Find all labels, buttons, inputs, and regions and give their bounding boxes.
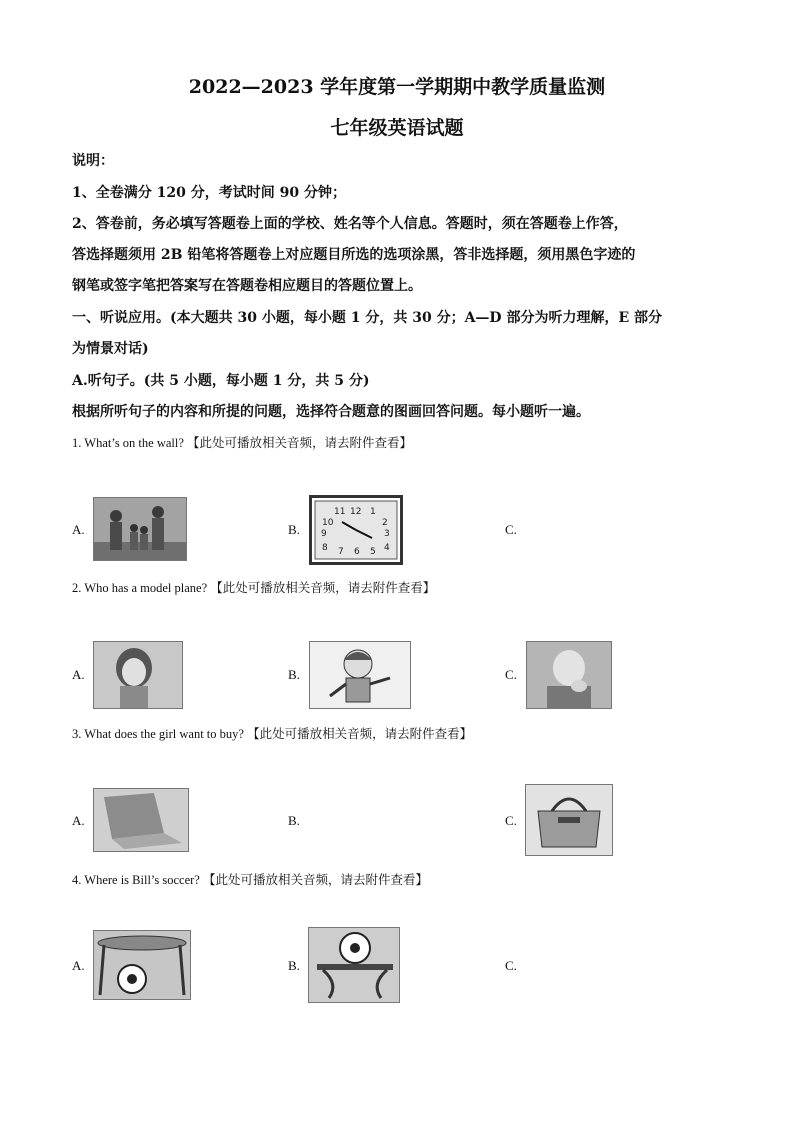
q1-clock	[309, 495, 403, 565]
part-a-directions: 根据所听句子的内容和所提的问题，选择符合题意的图画回答问题。每小题听一遍。	[72, 404, 590, 420]
q2-girl-picture	[93, 641, 183, 709]
q1-option-b-label: B.	[288, 522, 300, 537]
page-subtitle: 七年级英语试题	[330, 117, 464, 139]
clock-number: 5	[370, 547, 376, 557]
instruction-line-1: 1、全卷满分 120 分，考试时间 90 分钟；	[72, 185, 346, 201]
page-title: 2022—2023 学年度第一学期期中教学质量监测	[188, 76, 606, 98]
instruction-line-2c: 钢笔或签字笔把答案写在答题卷相应题目的答题位置上。	[72, 278, 422, 294]
q3-laptop-picture	[93, 788, 189, 852]
q2-boy-cartoon	[309, 641, 411, 709]
section-heading-cont: 为情景对话)	[72, 341, 149, 357]
clock-number: 3	[384, 529, 390, 539]
question-3: 3. What does the girl want to buy? 【此处可播放相关音频，请去附件查看】	[72, 727, 473, 741]
clock-number: 4	[384, 543, 390, 553]
clock-number: 6	[354, 547, 360, 557]
instruction-line-2a: 2、答卷前，务必填写答题卷上面的学校、姓名等个人信息。答题时，须在答题卷上作答，	[72, 216, 628, 232]
q1-option-a-label: A.	[72, 522, 85, 537]
instructions-label: 说明：	[72, 153, 114, 169]
clock-number: 10	[322, 518, 334, 528]
instruction-line-2b: 答选择题须用 2B 铅笔将答题卷上对应题目所选的选项涂黑，答非选择题，须用黑色字迹的	[72, 247, 636, 263]
q3-handbag-picture	[525, 784, 613, 856]
clock-number: 8	[322, 543, 328, 553]
q4-option-c-label: C.	[505, 958, 517, 973]
q2-option-c-label: C.	[505, 667, 517, 682]
q3-option-b-label: B.	[288, 813, 300, 828]
q4-ball-under-table	[93, 930, 191, 1000]
q3-option-a-label: A.	[72, 813, 85, 828]
q1-option-c-label: C.	[505, 522, 517, 537]
question-2: 2. Who has a model plane? 【此处可播放相关音频，请去附件查看】	[72, 581, 436, 595]
part-a-heading: A.听句子。(共 5 小题，每小题 1 分，共 5 分)	[72, 373, 370, 389]
q2-option-b-label: B.	[288, 667, 300, 682]
clock-number: 9	[321, 529, 327, 539]
clock-number: 11	[334, 507, 346, 517]
q1-family-photo	[93, 497, 187, 561]
question-1: 1. What’s on the wall? 【此处可播放相关音频，请去附件查看】	[72, 436, 413, 450]
question-4: 4. Where is Bill’s soccer? 【此处可播放相关音频，请去附件查看】	[72, 873, 428, 887]
q4-ball-on-table	[308, 927, 400, 1003]
clock-number: 7	[338, 547, 344, 557]
q2-old-man-picture	[526, 641, 612, 709]
clock-number: 1	[370, 507, 376, 517]
q2-option-a-label: A.	[72, 667, 85, 682]
q3-option-c-label: C.	[505, 813, 517, 828]
q4-option-a-label: A.	[72, 958, 85, 973]
clock-number: 2	[382, 518, 388, 528]
section-heading: 一、听说应用。(本大题共 30 小题，每小题 1 分，共 30 分；A—D 部分为听力理解，E 部分	[72, 310, 662, 326]
clock-number: 12	[350, 507, 362, 517]
q4-option-b-label: B.	[288, 958, 300, 973]
